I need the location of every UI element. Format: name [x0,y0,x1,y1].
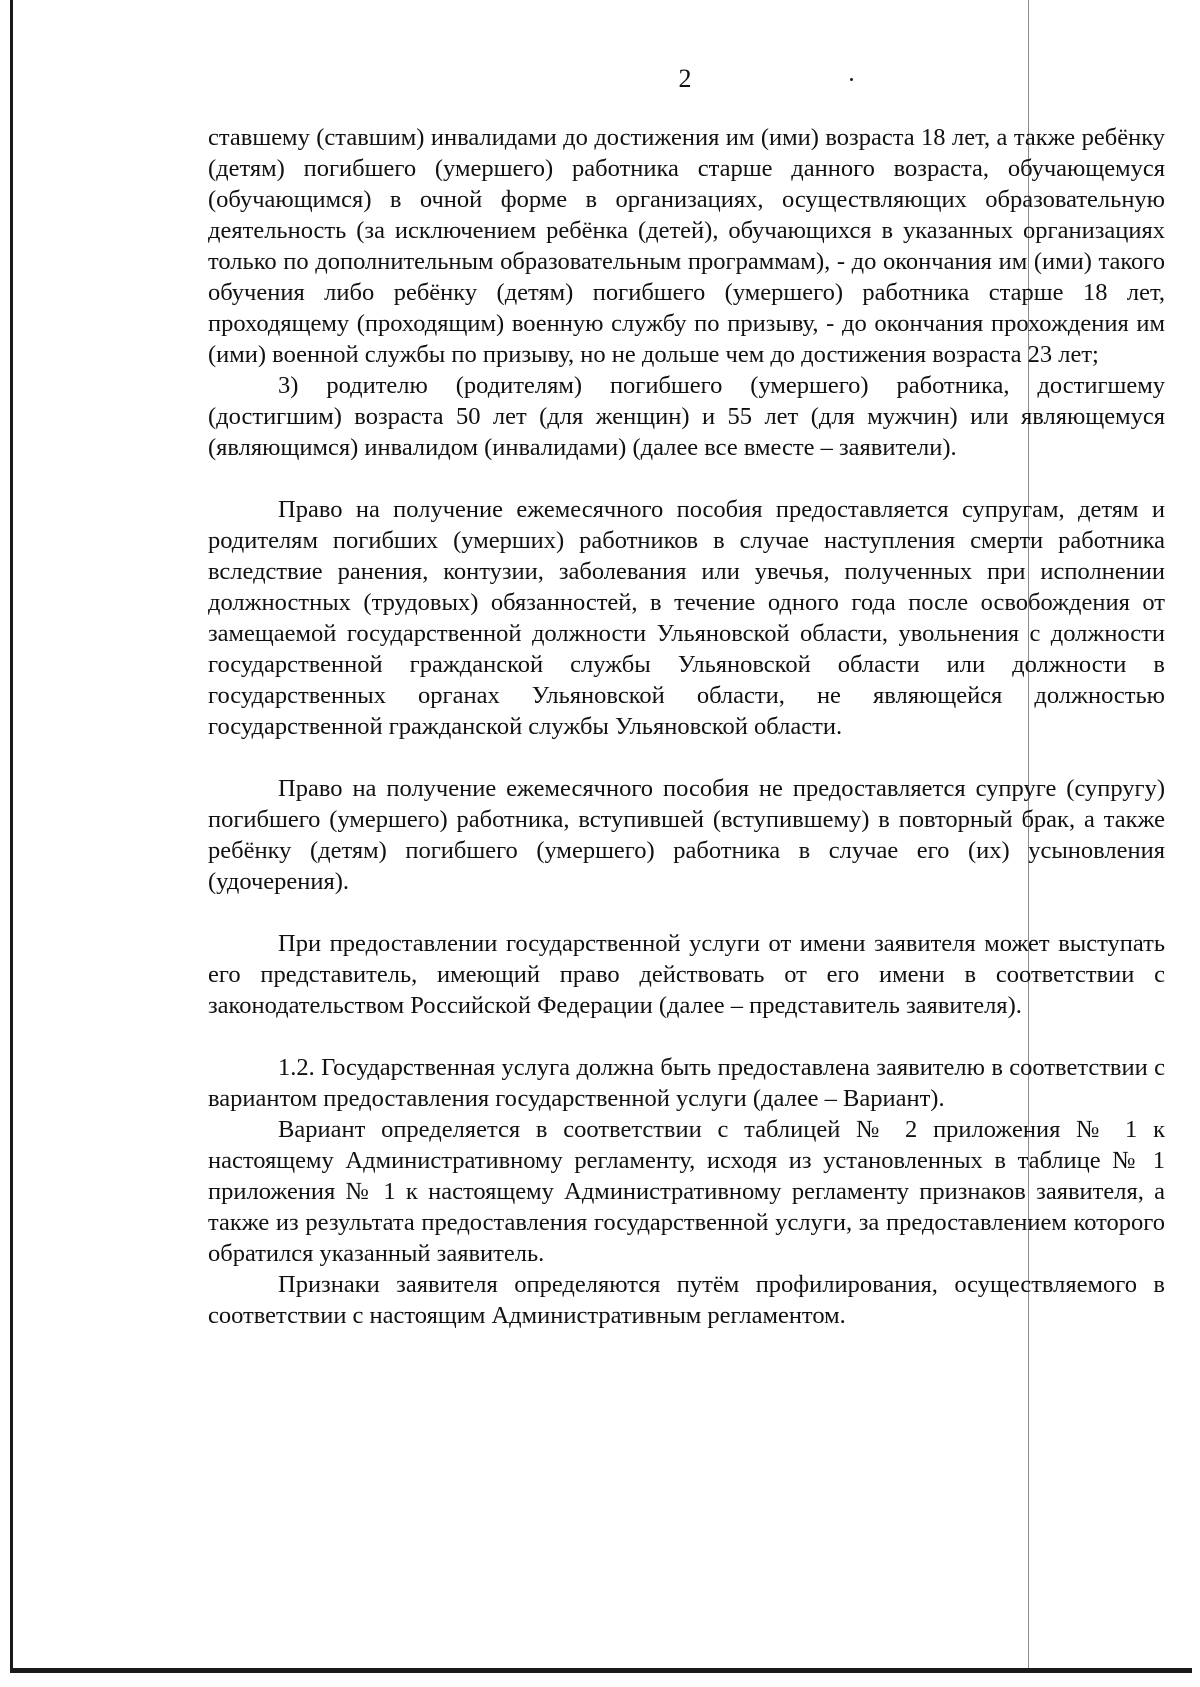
paragraph-right-not-granted: Право на получение ежемесячного пособия не предоставляется супруге (супругу) погибшего (умершего) работника, вступившей (вступившему) в повторный брак, а также ребёнку (детям) погибшего (умершего) работника в случае его (их) усыновления (удочерения). [208,775,1165,895]
paragraph-continuation: ставшему (ставшим) инвалидами до достижения им (ими) возраста 18 лет, а также ребёнку (детям) погибшего (умершего) работника старше данного возраста, обучающемуся (обучающимся) в очной форме в организациях, осуществляющих образовательную деятельность (за исключением ребёнка (детей), обучающихся в указанных организациях только по дополнительным образовательным программам), - до окончания им (ими) такого обучения либо ребёнку (детям) погибшего (умершего) работника старше 18 лет, проходящему (проходящим) военную службу по призыву, - до окончания прохождения им (ими) военной службы по призыву, но не дольше чем до достижения возраста 23 лет; [208,124,1165,368]
document-body [208,122,1165,1331]
paragraph-representative: При предоставлении государственной услуги от имени заявителя может выступать его представитель, имеющий право действовать от его имени в соответствии с законодательством Российской Федерации (далее – представитель заявителя). [208,930,1165,1019]
paragraph-applicant-features: Признаки заявителя определяются путём профилирования, осуществляемого в соответствии с настоящим Административным регламентом. [208,1271,1165,1329]
scan-border-left [10,0,13,1672]
page-number: 2 [678,64,692,93]
paragraph-item-3: 3) родителю (родителям) погибшего (умершего) работника, достигшему (достигшим) возраста 50 лет (для женщин) и 55 лет (для мужчин) или являющемуся (являющимся) инвалидом (инвалидами) (далее все вместе – заявители). [208,372,1165,461]
paragraph-right-granted: Право на получение ежемесячного пособия предоставляется супругам, детям и родителям погибших (умерших) работников в случае наступления смерти работника вследствие ранения, контузии, заболевания или увечья, полученных при исполнении должностных (трудовых) обязанностей, в течение одного года после освобождения от замещаемой государственной должности Ульяновской области, увольнения с должности государственной гражданской службы Ульяновской области или должности в государственных органах Ульяновской области, не являющейся должностью государственной гражданской службы Ульяновской области. [208,496,1165,740]
scan-border-bottom [10,1668,1192,1673]
paragraph-section-1-2: 1.2. Государственная услуга должна быть предоставлена заявителю в соответствии с вариантом предоставления государственной услуги (далее – Вариант). [208,1054,1165,1112]
paragraph-variant: Вариант определяется в соответствии с таблицей № 2 приложения № 1 к настоящему Административному регламенту, исходя из установленных в таблице № 1 приложения № 1 к настоящему Административному регламенту признаков заявителя, а также из результата предоставления государственной услуги, за предоставлением которого обратился указанный заявитель. [208,1116,1165,1267]
